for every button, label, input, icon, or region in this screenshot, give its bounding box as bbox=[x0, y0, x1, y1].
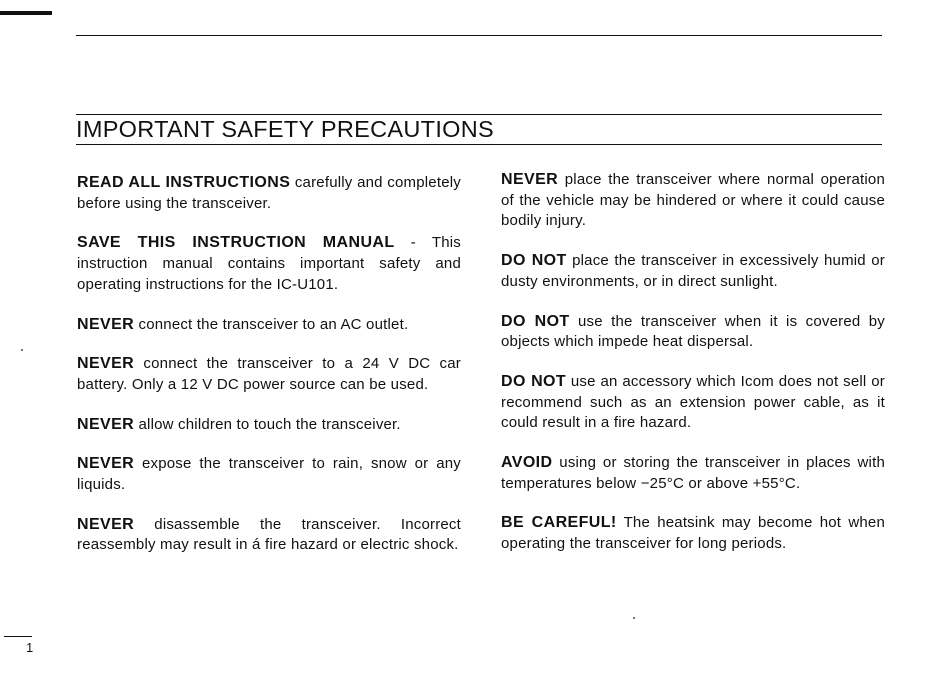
precaution-text: use an accessory which Icom does not sell or recommend such as an extension power cable, as it could result in a fire hazard. bbox=[501, 372, 885, 432]
precaution-temperature bbox=[501, 453, 885, 494]
precaution-liquids bbox=[77, 454, 461, 495]
precaution-text: disassemble the transceiver. Incorrect reassembly may result in á fire hazard or electric shock. bbox=[77, 515, 461, 554]
page-title: IMPORTANT SAFETY PRECAUTIONS bbox=[76, 116, 494, 142]
precaution-keyword: NEVER bbox=[77, 355, 135, 373]
title-rule-bottom bbox=[76, 144, 882, 145]
precaution-car-battery bbox=[77, 354, 461, 395]
precaution-heatsink bbox=[501, 513, 885, 554]
precaution-text: use the transceiver when it is covered by objects which impede heat dispersal. bbox=[501, 312, 885, 351]
precaution-keyword: NEVER bbox=[77, 315, 135, 333]
precaution-text: carefully and completely before using the transceiver. bbox=[77, 174, 461, 212]
precaution-ac-outlet bbox=[77, 315, 461, 336]
precaution-keyword: READ ALL INSTRUCTIONS bbox=[77, 174, 291, 191]
precaution-keyword: DO NOT bbox=[501, 312, 570, 330]
precaution-text: place the transceiver in excessively humid or dusty environments, or in direct sunlight. bbox=[501, 252, 885, 290]
precaution-keyword: NEVER bbox=[77, 515, 135, 533]
precaution-text: allow children to touch the transceiver. bbox=[134, 415, 401, 433]
corner-registration-mark bbox=[0, 11, 52, 15]
title-rule-top bbox=[76, 114, 882, 115]
precaution-text: place the transceiver where normal operation of the vehicle may be hindered or where it could cause bodily injury. bbox=[501, 171, 885, 230]
precaution-accessory bbox=[501, 372, 885, 434]
precaution-humid-dusty bbox=[501, 251, 885, 292]
precaution-heat-dispersal bbox=[501, 312, 885, 353]
precaution-text: connect the transceiver to a 24 V DC car battery. Only a 12 V DC power source can be used. bbox=[77, 355, 461, 393]
scan-speck bbox=[21, 349, 23, 351]
scan-speck bbox=[633, 617, 635, 619]
precaution-text: The heatsink may become hot when operating the transceiver for long periods. bbox=[501, 514, 885, 553]
precaution-keyword: NEVER bbox=[77, 455, 135, 473]
precaution-text: connect the transceiver to an AC outlet. bbox=[134, 315, 409, 333]
precaution-keyword: NEVER bbox=[77, 415, 135, 433]
precaution-text: - This instruction manual contains important safety and operating instructions for the IC-U101. bbox=[77, 234, 462, 293]
page-number-rule bbox=[4, 636, 32, 637]
precaution-keyword: SAVE THIS INSTRUCTION MANUAL bbox=[77, 234, 395, 252]
precaution-save-manual bbox=[77, 233, 461, 295]
precaution-keyword: BE CAREFUL! bbox=[501, 514, 617, 532]
precaution-vehicle-operation bbox=[501, 170, 885, 232]
precaution-text: using or storing the transceiver in places with temperatures below −25°C or above +55°C. bbox=[501, 454, 885, 492]
precaution-keyword: DO NOT bbox=[501, 372, 567, 390]
header-rule bbox=[76, 35, 882, 36]
page-number: 1 bbox=[26, 640, 34, 655]
precaution-text: expose the transceiver to rain, snow or any liquids. bbox=[77, 455, 461, 494]
left-column bbox=[77, 173, 461, 575]
right-column bbox=[501, 170, 885, 574]
precaution-read-all-instructions bbox=[77, 173, 461, 214]
precaution-keyword: AVOID bbox=[501, 454, 553, 472]
precaution-keyword: NEVER bbox=[501, 171, 559, 188]
precaution-children bbox=[77, 415, 461, 436]
precaution-keyword: DO NOT bbox=[501, 252, 567, 270]
precaution-disassemble bbox=[77, 515, 461, 556]
